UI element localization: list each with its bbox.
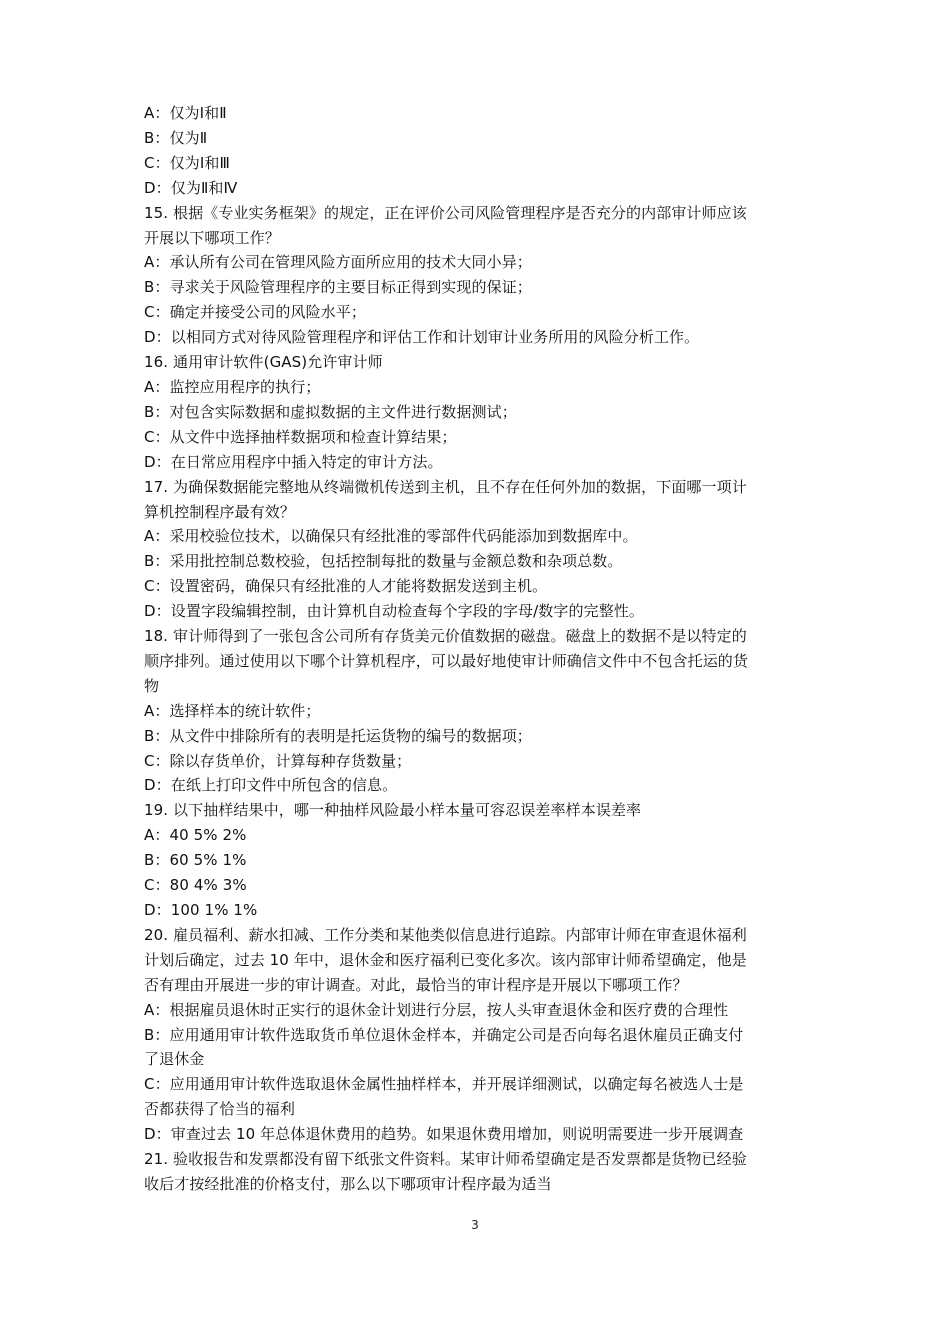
text-line: B：寻求关于风险管理程序的主要目标正得到实现的保证；: [144, 278, 532, 297]
question-19: 19. 以下抽样结果中，哪一种抽样风险最小样本量可容忍误差率样本误差率: [144, 801, 642, 820]
text-line: 收后才按经批准的价格支付，那么以下哪项审计程序最为适当: [144, 1174, 552, 1193]
question-16: 16. 通用审计软件(GAS)允许审计师: [144, 353, 383, 372]
text-line: B：仅为Ⅱ: [144, 128, 208, 147]
text-line: A：仅为Ⅰ和Ⅱ: [144, 104, 227, 122]
text-line: D：在纸上打印文件中所包含的信息。: [144, 776, 398, 795]
text-line: D：仅为Ⅱ和Ⅳ: [144, 178, 238, 197]
text-line: 计划后确定，过去 10 年中，退休金和医疗福利已变化多次。该内部审计师希望确定，他是: [144, 950, 747, 969]
text-line: C：应用通用审计软件选取退休金属性抽样样本，并开展详细测试，以确定每名被选人士是: [144, 1075, 744, 1094]
text-line: 开展以下哪项工作？: [144, 228, 280, 247]
text-line: A：40 5% 2%: [144, 826, 247, 845]
text-line: 了退休金: [144, 1050, 205, 1069]
question-17: 17. 为确保数据能完整地从终端微机传送到主机，且不存在任何外加的数据，下面哪一项计: [144, 477, 747, 496]
text-line: A：采用校验位技术，以确保只有经批准的零部件代码能添加到数据库中。: [144, 527, 638, 546]
text-line: 物: [144, 676, 160, 695]
text-line: D：审查过去 10 年总体退休费用的趋势。如果退休费用增加，则说明需要进一步开展调查: [144, 1125, 744, 1144]
text-line: 否都获得了恰当的福利: [144, 1100, 296, 1119]
text-line: C：从文件中选择抽样数据项和检查计算结果；: [144, 427, 457, 446]
page-content: [144, 101, 816, 1197]
text-line: 算机控制程序最有效？: [144, 502, 296, 521]
text-line: D：设置字段编辑控制，由计算机自动检查每个字段的字母/数字的完整性。: [144, 602, 645, 621]
question-18: 18. 审计师得到了一张包含公司所有存货美元价值数据的磁盘。磁盘上的数据不是以特定的: [144, 627, 747, 646]
text-line: 否有理由开展进一步的审计调查。对此，最恰当的审计程序是开展以下哪项工作？: [144, 975, 688, 994]
text-line: A：承认所有公司在管理风险方面所应用的技术大同小异；: [144, 253, 532, 272]
text-line: C：确定并接受公司的风险水平；: [144, 303, 366, 322]
text-line: B：60 5% 1%: [144, 851, 247, 870]
text-line: C：仅为Ⅰ和Ⅲ: [144, 153, 230, 172]
question-20: 20. 雇员福利、薪水扣减、工作分类和某他类似信息进行追踪。内部审计师在审查退休福利: [144, 925, 747, 944]
text-line: C：80 4% 3%: [144, 876, 247, 895]
page-number: 3: [471, 1218, 479, 1232]
text-line: D：以相同方式对待风险管理程序和评估工作和计划审计业务所用的风险分析工作。: [144, 328, 700, 347]
text-line: A：选择样本的统计软件；: [144, 701, 321, 720]
text-line: D：100 1% 1%: [144, 901, 258, 919]
text-line: C：除以存货单价，计算每种存货数量；: [144, 751, 412, 770]
text-line: B：采用批控制总数校验，包括控制每批的数量与金额总数和杂项总数。: [144, 552, 623, 571]
text-line: A：根据雇员退休时正实行的退休金计划进行分层，按人头审查退休金和医疗费的合理性: [144, 1000, 729, 1019]
question-21: 21. 验收报告和发票都没有留下纸张文件资料。某审计师希望确定是否发票都是货物已经验: [144, 1150, 747, 1169]
question-15: 15. 根据《专业实务框架》的规定，正在评价公司风险管理程序是否充分的内部审计师应该: [144, 203, 747, 222]
text-line: A：监控应用程序的执行；: [144, 377, 321, 396]
text-line: B：应用通用审计软件选取货币单位退休金样本，并确定公司是否向每名退休雇员正确支付: [144, 1025, 744, 1044]
text-line: B：从文件中排除所有的表明是托运货物的编号的数据项；: [144, 726, 532, 745]
text-line: B：对包含实际数据和虚拟数据的主文件进行数据测试；: [144, 402, 517, 421]
text-line: C：设置密码，确保只有经批准的人才能将数据发送到主机。: [144, 577, 548, 596]
text-line: D：在日常应用程序中插入特定的审计方法。: [144, 452, 443, 471]
text-line: 顺序排列。通过使用以下哪个计算机程序，可以最好地使审计师确信文件中不包含托运的货: [144, 651, 749, 670]
